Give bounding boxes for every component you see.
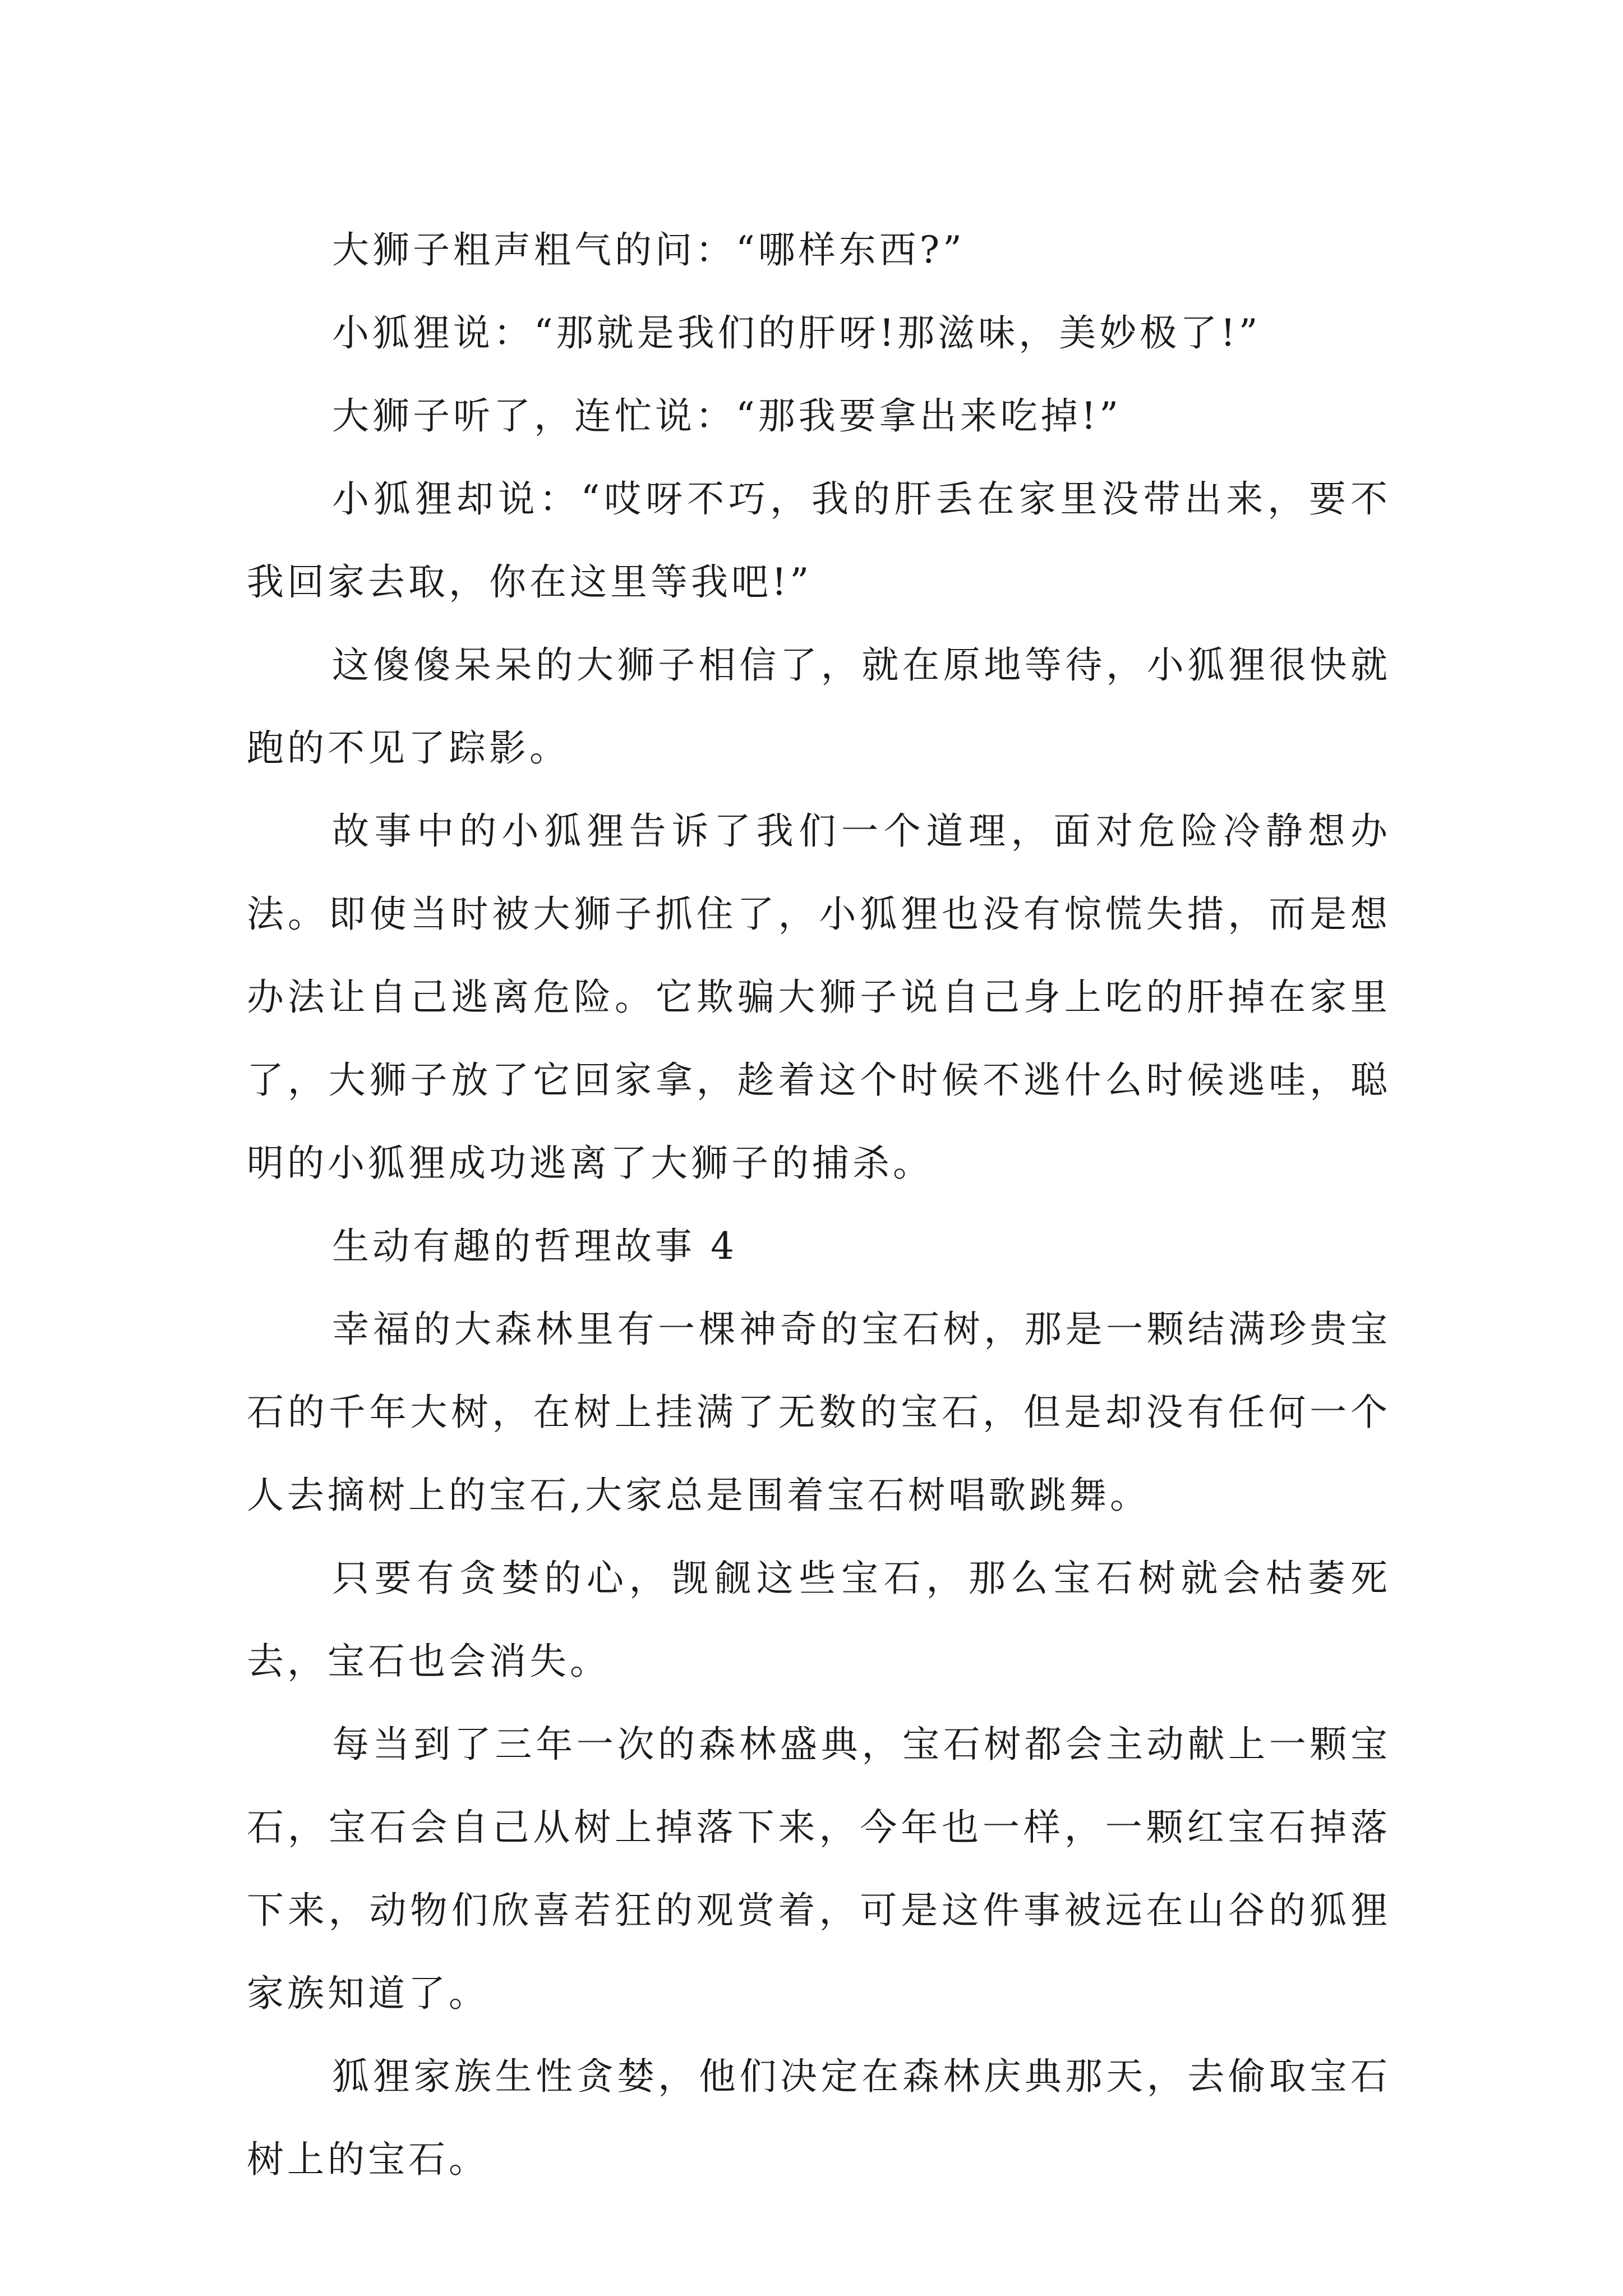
paragraph-1: 大狮子粗声粗气的问：“哪样东西?” — [332, 228, 965, 272]
paragraph-9: 每当到了三年一次的森林盛典，宝石树都会主动献上一颗宝石，宝石会自己从树上掉落下来，今年也一样，一颗红宝石掉落下来，动物们欣喜若狂的观赏着，可是这件事被远在山谷的狐狸家族知道了。 — [247, 1723, 1391, 2015]
paragraph-10: 狐狸家族生性贪婪，他们决定在森林庆典那天，去偷取宝石树上的宝石。 — [247, 2055, 1391, 2181]
paragraph-6: 故事中的小狐狸告诉了我们一个道理，面对危险冷静想办法。即使当时被大狮子抓住了，小狐狸也没有惊慌失措，而是想办法让自己逃离危险。它欺骗大狮子说自己身上吃的肝掉在家里了，大狮子放了它回家拿，趁着这个时候不逃什么时候逃哇，聪明的小狐狸成功逃离了大狮子的捕杀。 — [247, 809, 1391, 1185]
section-heading: 生动有趣的哲理故事 4 — [332, 1225, 737, 1268]
paragraph-8: 只要有贪婪的心，觊觎这些宝石，那么宝石树就会枯萎死去，宝石也会消失。 — [247, 1557, 1391, 1683]
paragraph-4: 小狐狸却说：“哎呀不巧，我的肝丢在家里没带出来，要不我回家去取，你在这里等我吧!” — [247, 477, 1391, 604]
paragraph-5: 这傻傻呆呆的大狮子相信了，就在原地等待，小狐狸很快就跑的不见了踪影。 — [247, 643, 1391, 770]
paragraph-3: 大狮子听了，连忙说：“那我要拿出来吃掉!” — [332, 394, 1122, 438]
paragraph-2: 小狐狸说：“那就是我们的肝呀!那滋味，美妙极了!” — [332, 311, 1261, 355]
paragraph-7: 幸福的大森林里有一棵神奇的宝石树，那是一颗结满珍贵宝石的千年大树，在树上挂满了无数的宝石，但是却没有任何一个人去摘树上的宝石,大家总是围着宝石树唱歌跳舞。 — [247, 1308, 1391, 1517]
document-body — [247, 209, 1391, 2201]
